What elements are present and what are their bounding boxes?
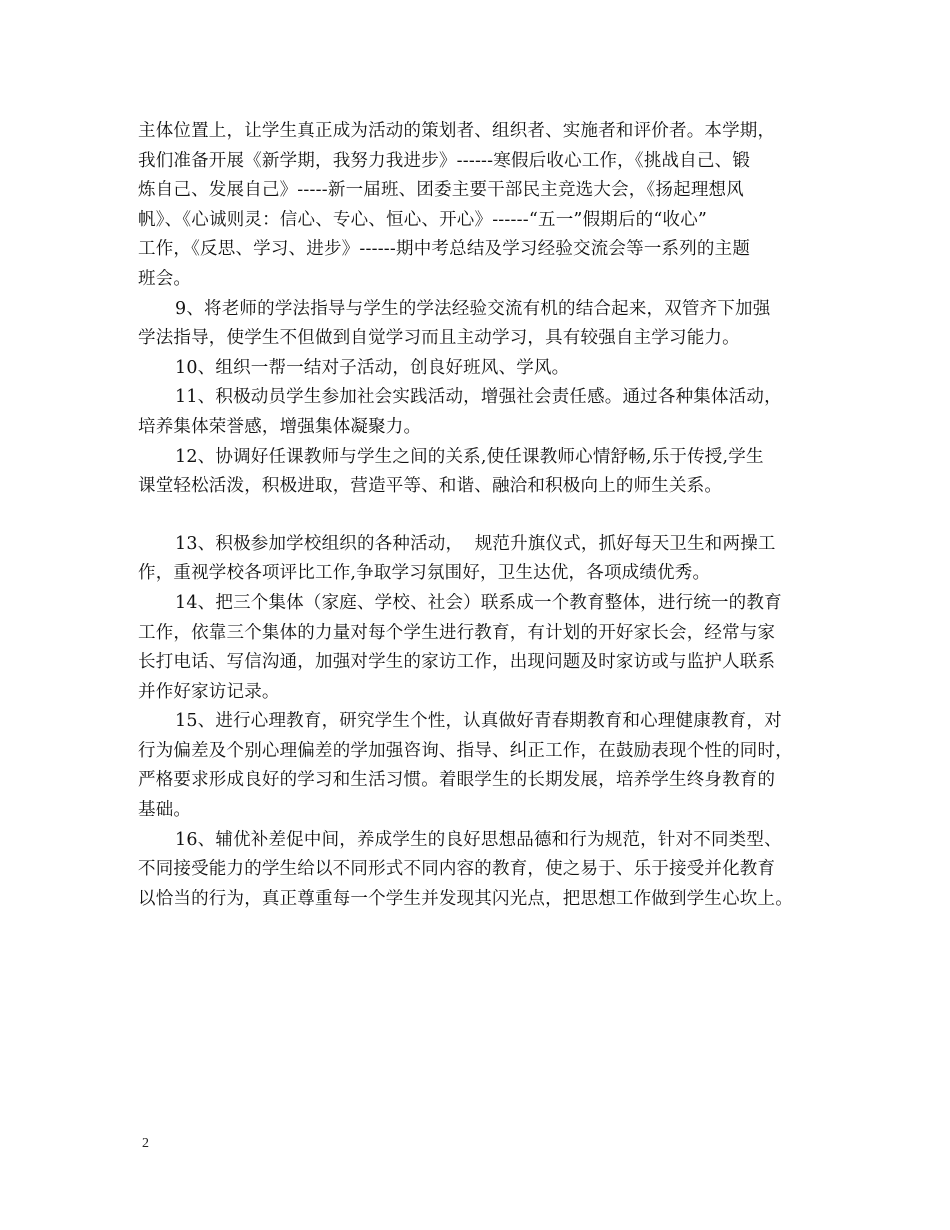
text-line: 课堂轻松活泼，积极进取，营造平等、和谐、融洽和积极向上的师生关系。 (138, 476, 723, 497)
text-line: 班会。 (138, 268, 192, 289)
blank-line (138, 502, 824, 530)
text-line: 培养集体荣誉感，增强集体凝聚力。 (138, 416, 422, 437)
text-line: 作，重视学校各项评比工作,争取学习氛围好，卫生达优，各项成绩优秀。 (138, 563, 711, 584)
paragraph-9 (138, 295, 824, 354)
text-line: 主体位置上，让学生真正成为活动的策划者、组织者、实施者和评价者。本学期， (138, 121, 776, 141)
text-line: 工作，依靠三个集体的力量对每个学生进行教育，有计划的开好家长会，经常与家 (138, 622, 776, 643)
text-line: 11、积极动员学生参加社会实践活动，增强社会责任感。通过各种集体活动， (175, 387, 782, 408)
text-line: 13、积极参加学校组织的各种活动， 规范升旗仪式，抓好每天卫生和两操工 (175, 533, 776, 554)
text-line: 炼自己、发展自己》-----新一届班、团委主要干部民主竞选大会，《扬起理想风 (138, 180, 744, 201)
text-line: 学法指导，使学生不但做到自觉学习而且主动学习，具有较强自主学习能力。 (138, 328, 740, 349)
paragraph-11 (138, 383, 824, 442)
text-line: 9、将老师的学法指导与学生的学法经验交流有机的结合起来，双管齐下加强 (175, 298, 771, 319)
text-line: 行为偏差及个别心理偏差的学加强咨询、指导、纠正工作，在鼓励表现个性的同时， (138, 740, 793, 761)
paragraph-intro (138, 117, 824, 295)
text-line: 15、进行心理教育，研究学生个性，认真做好青春期教育和心理健康教育，对 (175, 711, 782, 732)
text-line: 10、组织一帮一结对子活动，创良好班风、学风。 (175, 357, 570, 378)
document-body (138, 117, 824, 914)
text-line: 14、把三个集体（家庭、学校、社会）联系成一个教育整体，进行统一的教育 (175, 592, 782, 613)
text-line: 工作，《反思、学习、进步》------期中考总结及学习经验交流会等一系列的主题 (138, 239, 751, 260)
paragraph-16 (138, 826, 824, 915)
paragraph-10 (138, 354, 824, 384)
text-line: 以恰当的行为，真正尊重每一个学生并发现其闪光点，把思想工作做到学生心坎上。 (138, 888, 793, 909)
paragraph-15 (138, 707, 824, 825)
text-line: 基础。 (138, 800, 192, 821)
text-line: 严格要求形成良好的学习和生活习惯。着眼学生的长期发展，培养学生终身教育的 (138, 770, 776, 791)
text-line: 长打电话、写信沟通，加强对学生的家访工作，出现问题及时家访或与监护人联系 (138, 652, 776, 673)
text-line: 帆》、《心诚则灵：信心、专心、恒心、开心》------“五一”假期后的“收心” (138, 209, 708, 230)
text-line: 16、辅优补差促中间，养成学生的良好思想品德和行为规范，针对不同类型、 (175, 829, 782, 850)
text-line: 并作好家访记录。 (138, 681, 280, 702)
page-number: 2 (142, 1136, 149, 1151)
text-line: 我们准备开展《新学期，我努力我进步》------寒假后收心工作，《挑战自己、锻 (138, 150, 751, 171)
paragraph-12 (138, 443, 824, 502)
text-line: 12、协调好任课教师与学生之间的关系,使任课教师心情舒畅,乐于传授,学生 (175, 446, 764, 467)
text-line: 不同接受能力的学生给以不同形式不同内容的教育，使之易于、乐于接受并化教育 (138, 859, 776, 880)
paragraph-14 (138, 589, 824, 707)
paragraph-13 (138, 530, 824, 589)
